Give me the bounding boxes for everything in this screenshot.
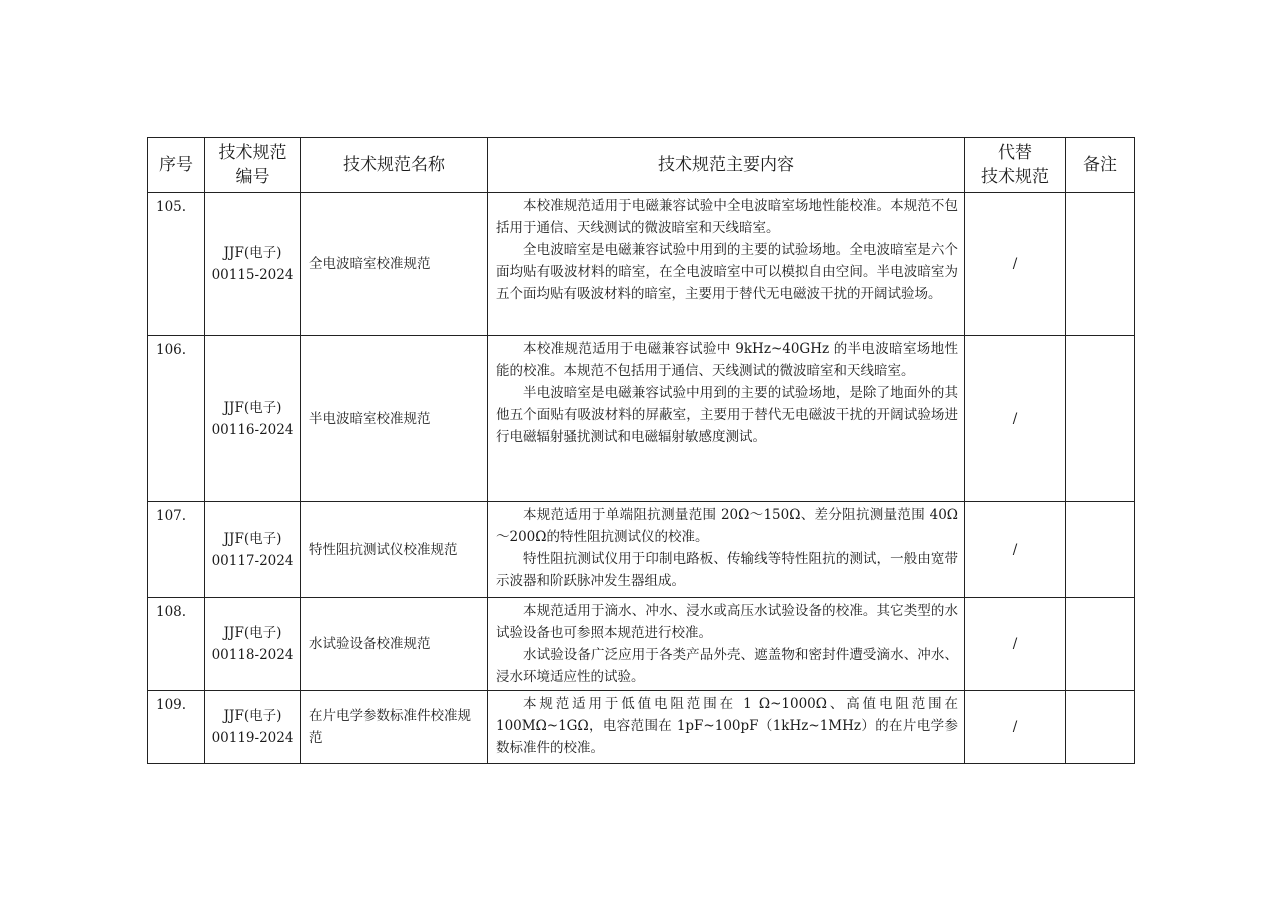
- row-content: [488, 502, 965, 598]
- row-content: [488, 336, 965, 502]
- row-code: [205, 193, 301, 336]
- row-code-line: JJF(电子): [223, 708, 282, 724]
- row-name: 全电波暗室校准规范: [301, 193, 488, 336]
- row-content: [488, 691, 965, 764]
- row-code-line: JJF(电子): [223, 399, 282, 416]
- row-content: [488, 598, 965, 691]
- spec-table: [147, 137, 1135, 764]
- header-note: 备注: [1066, 138, 1135, 193]
- row-seq: 106.: [148, 336, 205, 502]
- row-code-line: 00117-2024: [211, 552, 294, 569]
- row-note: [1066, 502, 1135, 598]
- row-code: [205, 598, 301, 691]
- content-paragraph: 水试验设备广泛应用于各类产品外壳、遮盖物和密封件遭受滴水、冲水、浸水环境适应性的试验。: [496, 647, 958, 685]
- content-paragraph: 半电波暗室是电磁兼容试验中用到的主要的试验场地，是除了地面外的其他五个面贴有吸波材料的屏蔽室，主要用于替代无电磁波干扰的开阔试验场进行电磁辐射骚扰测试和电磁辐射敏感度测试。: [496, 385, 958, 445]
- row-seq: 108.: [148, 598, 205, 691]
- row-replace: /: [965, 502, 1066, 598]
- row-note: [1066, 691, 1135, 764]
- table-row: [148, 193, 1135, 336]
- header-seq: 序号: [148, 138, 205, 193]
- header-content: 技术规范主要内容: [488, 138, 965, 193]
- header-row: [148, 138, 1135, 193]
- row-name: 特性阻抗测试仪校准规范: [301, 502, 488, 598]
- row-code-line: 00118-2024: [211, 647, 294, 663]
- header-code-line: 编号: [235, 167, 270, 187]
- row-code-line: 00119-2024: [211, 730, 294, 746]
- row-code-line: JJF(电子): [223, 625, 282, 641]
- row-note: [1066, 193, 1135, 336]
- row-seq: 105.: [148, 193, 205, 336]
- content-paragraph: 本校准规范适用于电磁兼容试验中 9kHz~40GHz 的半电波暗室场地性能的校准。本规范不包括用于通信、天线测试的微波暗室和天线暗室。: [496, 341, 958, 379]
- row-code-line: JJF(电子): [223, 245, 282, 261]
- header-code-line: 技术规范: [218, 143, 287, 163]
- row-note: [1066, 598, 1135, 691]
- row-name: 半电波暗室校准规范: [301, 336, 488, 502]
- row-replace: /: [965, 598, 1066, 691]
- row-code: [205, 336, 301, 502]
- content-paragraph: 本校准规范适用于电磁兼容试验中全电波暗室场地性能校准。本规范不包括用于通信、天线测试的微波暗室和天线暗室。: [496, 198, 958, 236]
- row-seq: 107.: [148, 502, 205, 598]
- content-paragraph: 本规范适用于单端阻抗测量范围 20Ω～150Ω、差分阻抗测量范围 40Ω～200Ω的特性阻抗测试仪的校准。: [496, 507, 958, 545]
- row-content: [488, 193, 965, 336]
- row-seq: 109.: [148, 691, 205, 764]
- header-replace: [965, 138, 1066, 193]
- row-replace: /: [965, 336, 1066, 502]
- header-name: 技术规范名称: [301, 138, 488, 193]
- row-name: 在片电学参数标准件校准规范: [301, 691, 488, 764]
- content-paragraph: 全电波暗室是电磁兼容试验中用到的主要的试验场地。全电波暗室是六个面均贴有吸波材料的暗室，在全电波暗室中可以模拟自由空间。半电波暗室为五个面均贴有吸波材料的暗室，主要用于替代无电磁波干扰的开阔试验场。: [496, 242, 958, 302]
- content-paragraph: 本规范适用于滴水、冲水、浸水或高压水试验设备的校准。其它类型的水试验设备也可参照本规范进行校准。: [496, 603, 958, 641]
- table-row: [148, 598, 1135, 691]
- content-paragraph: 本规范适用于低值电阻范围在 1 Ω~1000Ω、高值电阻范围在 100MΩ~1GΩ，电容范围在 1pF~100pF（1kHz~1MHz）的在片电学参数标准件的校准。: [496, 696, 958, 756]
- row-code-line: 00116-2024: [211, 421, 294, 438]
- content-paragraph: 特性阻抗测试仪用于印制电路板、传输线等特性阻抗的测试，一般由宽带示波器和阶跃脉冲发生器组成。: [496, 551, 958, 589]
- row-code-line: JJF(电子): [223, 530, 282, 547]
- header-code: [205, 138, 301, 193]
- table-row: [148, 336, 1135, 502]
- row-code: [205, 502, 301, 598]
- header-replace-line: 技术规范: [981, 167, 1049, 187]
- header-replace-line: 代替: [998, 143, 1032, 163]
- row-code: [205, 691, 301, 764]
- row-replace: /: [965, 193, 1066, 336]
- row-note: [1066, 336, 1135, 502]
- row-code-line: 00115-2024: [211, 267, 294, 283]
- table-row: [148, 691, 1135, 764]
- row-name: 水试验设备校准规范: [301, 598, 488, 691]
- table-row: [148, 502, 1135, 598]
- row-replace: /: [965, 691, 1066, 764]
